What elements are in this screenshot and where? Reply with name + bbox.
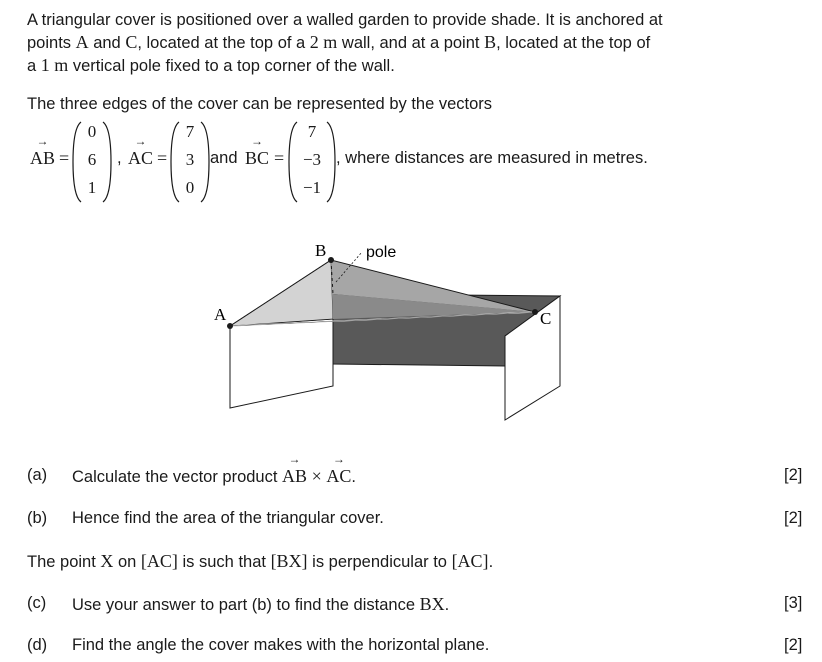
question-b	[27, 509, 384, 528]
statement-text: on	[113, 553, 141, 571]
question-number: (b)	[27, 509, 48, 527]
label-pole: pole	[366, 244, 397, 261]
vector-row	[27, 120, 727, 206]
intro-line-1: A triangular cover is positioned over a walled garden to provide shade. It is anchored at	[27, 11, 663, 29]
comma: ,	[117, 149, 122, 167]
vector-arrow-icon: →	[251, 134, 263, 148]
intro-text: points	[27, 34, 76, 52]
segment-bx-text: BX	[419, 594, 445, 614]
mark-b: [2]	[784, 509, 803, 527]
garden-diagram	[200, 236, 600, 426]
label-a: A	[214, 305, 227, 324]
intro-text: wall, and at a point	[337, 34, 485, 52]
question-a-body	[72, 452, 356, 487]
mark-d: [2]	[784, 636, 803, 654]
intro-paragraph	[27, 9, 807, 77]
question-d	[27, 636, 490, 655]
vector-bc-x: 7	[307, 122, 317, 141]
period: .	[444, 596, 450, 614]
point-c-text: C	[125, 32, 138, 52]
vectors-tail: , where distances are measured in metres.	[336, 149, 648, 167]
vector-ac-y: 3	[185, 150, 195, 169]
segment-ac-text: [AC]	[140, 551, 178, 571]
statement-text: is perpendicular to	[307, 553, 452, 571]
vector-arrow-icon: →	[134, 134, 147, 148]
left-wall	[230, 319, 333, 408]
vector-ac-x: 7	[185, 122, 195, 141]
vector-bc-label	[245, 134, 270, 169]
question-text: Use your answer to part (b) to find the distance	[72, 596, 420, 614]
pole-height-text: 1 m	[40, 55, 69, 75]
point-b-dot	[328, 257, 334, 263]
label-b: B	[315, 241, 327, 260]
point-b-text: B	[484, 32, 497, 52]
column-vector-ac	[170, 120, 210, 204]
statement-text: is such that	[177, 553, 271, 571]
statement-text: The point	[27, 553, 101, 571]
segment-bx-text: [BX]	[270, 551, 308, 571]
vector-ab-label	[30, 134, 56, 169]
question-text: Hence find the area of the triangular cover.	[72, 509, 384, 527]
question-number: (c)	[27, 594, 47, 612]
segment-ac-text: [AC]	[451, 551, 489, 571]
vector-ac-name: AC	[128, 148, 154, 168]
vector-ab-name: AB	[282, 466, 308, 486]
mark-c: [3]	[784, 594, 803, 612]
question-text: Calculate the vector product	[72, 468, 283, 486]
vectors-lead: The three edges of the cover can be represented by the vectors	[27, 95, 493, 113]
question-c	[27, 594, 450, 614]
vector-ac-ref	[326, 452, 352, 486]
and-word: and	[210, 149, 238, 167]
period: .	[488, 553, 494, 571]
question-number: (a)	[27, 466, 48, 484]
vector-bc-name: BC	[245, 148, 270, 168]
intro-line-3	[27, 54, 807, 77]
vector-arrow-icon: →	[288, 452, 301, 466]
intro-text: vertical pole fixed to a top corner of the wall.	[68, 57, 395, 75]
times-sign: ×	[311, 466, 322, 486]
vector-arrow-icon: →	[332, 452, 345, 466]
column-vector-bc	[288, 120, 336, 204]
intro-text: , located at the top of a	[137, 34, 310, 52]
vector-ac-label	[128, 134, 154, 169]
vector-ac-name: AC	[326, 466, 352, 486]
question-c-body	[72, 594, 449, 615]
vector-ab-z: 1	[87, 178, 97, 197]
equals-sign: =	[157, 148, 168, 168]
vector-ac-z: 0	[185, 178, 195, 197]
intro-text: and	[88, 34, 126, 52]
intro-text: , located at the top of	[496, 34, 651, 52]
vector-ab-x: 0	[87, 122, 97, 141]
period: .	[351, 468, 356, 486]
equals-sign: =	[274, 148, 285, 168]
vector-ab-y: 6	[87, 150, 97, 169]
equals-sign: =	[59, 148, 70, 168]
point-c-dot	[532, 309, 538, 315]
vector-ab-name: AB	[30, 148, 56, 168]
question-text: Find the angle the cover makes with the horizontal plane.	[72, 636, 490, 654]
vector-bc-y: −3	[302, 150, 322, 169]
question-a	[27, 452, 356, 486]
intro-text: a	[27, 57, 41, 75]
point-a-text: A	[75, 32, 89, 52]
point-x-text: X	[100, 551, 114, 571]
label-c: C	[540, 309, 552, 328]
vector-bc-z: −1	[302, 178, 322, 197]
wall-height-text: 2 m	[309, 32, 338, 52]
vector-ab-ref	[282, 452, 308, 486]
point-x-statement	[27, 551, 493, 572]
mark-a: [2]	[784, 466, 803, 484]
point-a-dot	[227, 323, 233, 329]
vector-arrow-icon: →	[36, 134, 49, 148]
intro-line-2	[27, 31, 807, 54]
question-number: (d)	[27, 636, 48, 654]
column-vector-ab	[72, 120, 112, 204]
